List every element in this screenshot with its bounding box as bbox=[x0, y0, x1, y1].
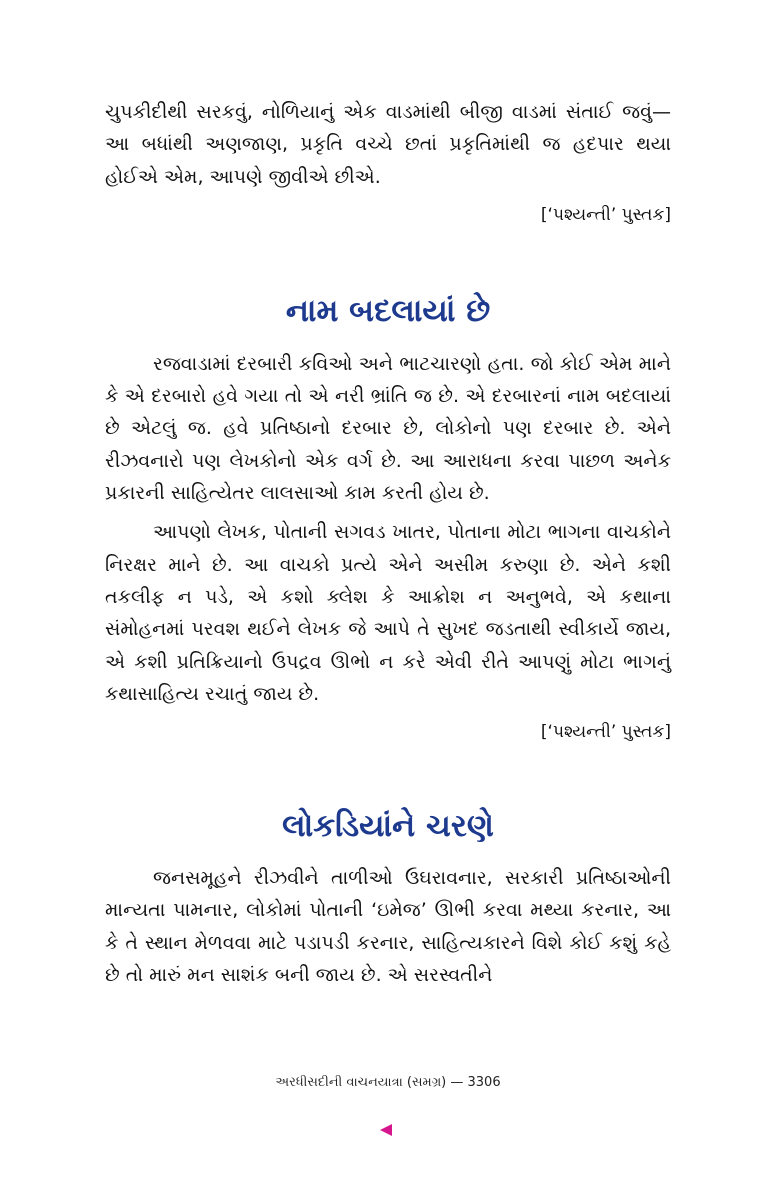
intro-paragraph: ચુપકીદીથી સરકવું, નોળિયાનું એક વાડમાંથી બીજી વાડમાં સંતાઈ જવું—આ બધાંથી અણજાણ, પ્રકૃતિ વચ્ચે છતાં પ્રકૃતિમાંથી જ હદપાર થયા હોઈએ એમ, આપણે જીવીએ છીએ. bbox=[105, 101, 671, 188]
section-title-lokdiyane-charne: લોકડિયાંને ચરણે bbox=[282, 808, 494, 845]
section1-source: [‘પશ્યન્તી’ પુસ્તક] bbox=[540, 722, 671, 743]
page-footer: અરધીસદીની વાચનયાત્રા (સમગ્ર) — 3306 bbox=[275, 1075, 501, 1090]
previous-page-arrow-icon[interactable] bbox=[380, 1124, 392, 1136]
section1-paragraph-1: રજવાડામાં દરબારી કવિઓ અને ભાટચારણો હતા. જો કોઈ એમ માને કે એ દરબારો હવે ગયા તો એ નરી ભ્રાંતિ જ છે. એ દરબારનાં નામ બદલાયાં છે એટલું જ. હવે પ્રતિષ્ઠાનો દરબાર છે, લોકોનો પણ દરબાર છે. એને રીઝવનારો પણ લેખકોનો એક વર્ગ છે. આ આરાધના કરવા પાછળ અનેક પ્રકારની સાહિત્યેતર લાલસાઓ કામ કરતી હોય છે. bbox=[105, 352, 671, 505]
section-title-naam-badlayan: નામ બદલાયાં છે bbox=[285, 292, 491, 329]
section1-paragraph-2: આપણો લેખક, પોતાની સગવડ ખાતર, પોતાના મોટા ભાગના વાચકોને નિરક્ષર માને છે. આ વાચકો પ્રત્યે એને અસીમ કરુણા છે. એને કશી તકલીફ ન પડે, એ કશો ક્લેશ કે આક્રોશ ન અનુભવે, એ કથાના સંમોહનમાં પરવશ થઈને લેખક જે આપે તે સુખદ જડતાથી સ્વીકાર્યે જાય, એ કશી પ્રતિક્રિયાનો ઉપદ્રવ ઊભો ન કરે એવી રીતે આપણું મોટા ભાગનું કથાસાહિત્ય રચાતું જાય છે. bbox=[105, 521, 671, 705]
section2-paragraph: જનસમૂહને રીઝવીને તાળીઓ ઉઘરાવનાર, સરકારી પ્રતિષ્ઠાઓની માન્યતા પામનાર, લોકોમાં પોતાની ‘ઇમેજ’ ઊભી કરવા મથ્યા કરનાર, આ કે તે સ્થાન મેળવવા માટે પડાપડી કરનાર, સાહિત્યકારને વિશે કોઈ કશું કહે છે તો મારું મન સાશંક બની જાય છે. એ સરસ્વતીને bbox=[105, 867, 671, 987]
intro-source: [‘પશ્યન્તી’ પુસ્તક] bbox=[540, 204, 671, 225]
page-content bbox=[105, 96, 671, 991]
